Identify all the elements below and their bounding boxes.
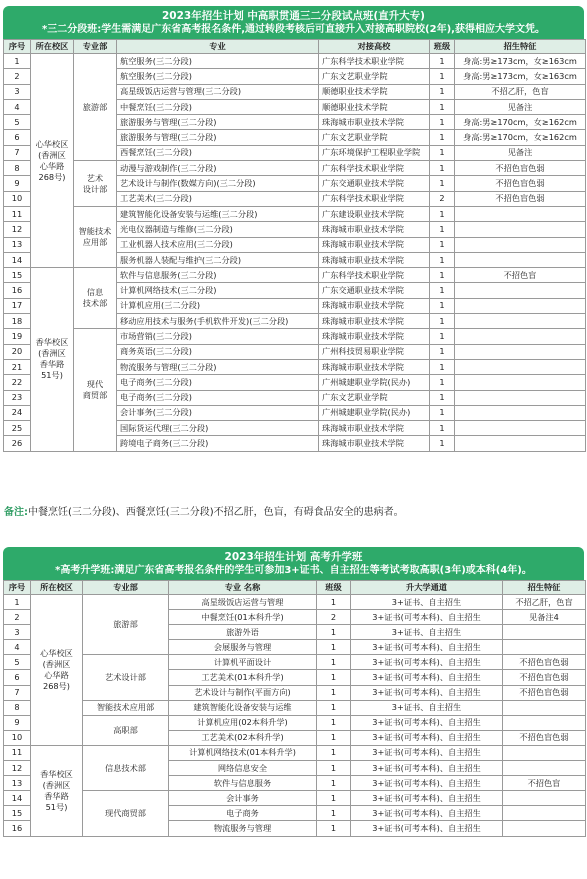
row-number: 7 — [4, 685, 31, 700]
department-cell: 高职部 — [83, 715, 169, 745]
admission-feature-cell: 身高:男≥170cm，女≥162cm — [455, 130, 586, 145]
admission-feature-cell — [455, 390, 586, 405]
department-cell: 现代商贸部 — [83, 791, 169, 836]
major-cell: 软件与信息服务(三二分段) — [117, 268, 319, 283]
major-cell: 会展服务与管理 — [169, 640, 317, 655]
college-cell: 广东交通职业技术学院 — [319, 176, 430, 191]
table-row — [4, 745, 586, 760]
table-header-row — [4, 40, 586, 54]
class-count-cell: 1 — [430, 252, 455, 267]
admission-feature-cell — [455, 314, 586, 329]
row-number: 9 — [4, 715, 31, 730]
college-cell: 广东文艺职业学院 — [319, 130, 430, 145]
row-number: 3 — [4, 625, 31, 640]
row-number: 14 — [4, 252, 31, 267]
row-number: 2 — [4, 610, 31, 625]
row-number: 1 — [4, 54, 31, 69]
row-number: 3 — [4, 84, 31, 99]
major-cell: 动漫与游戏制作(三二分段) — [117, 161, 319, 176]
row-number: 14 — [4, 791, 31, 806]
major-cell: 跨境电子商务(三二分段) — [117, 436, 319, 451]
admission-path-cell: 3+证书(可考本科)、自主招生 — [351, 821, 503, 836]
major-cell: 电子商务(三二分段) — [117, 375, 319, 390]
major-cell: 旅游外语 — [169, 625, 317, 640]
major-cell: 市场营销(三二分段) — [117, 329, 319, 344]
row-number: 25 — [4, 421, 31, 436]
row-number: 5 — [4, 655, 31, 670]
row-number: 15 — [4, 806, 31, 821]
class-count-cell: 1 — [430, 176, 455, 191]
class-count-cell: 1 — [430, 314, 455, 329]
class-count-cell: 1 — [430, 421, 455, 436]
column-header: 序号 — [4, 581, 31, 595]
admission-feature-cell — [455, 206, 586, 221]
admission-feature-cell: 不招色盲色弱 — [503, 670, 586, 685]
class-count-cell: 1 — [317, 715, 351, 730]
major-cell: 电子商务 — [169, 806, 317, 821]
department-cell: 旅游部 — [74, 54, 117, 161]
plan-block-1 — [0, 6, 587, 452]
major-cell: 航空服务(三二分段) — [117, 69, 319, 84]
admission-feature-cell: 不招色盲色弱 — [503, 655, 586, 670]
admission-feature-cell: 见备注 — [455, 145, 586, 160]
column-header: 序号 — [4, 40, 31, 54]
class-count-cell: 1 — [317, 745, 351, 760]
class-count-cell: 1 — [430, 115, 455, 130]
department-cell: 智能技术应用部 — [83, 700, 169, 715]
column-header: 班级 — [430, 40, 455, 54]
class-count-cell: 1 — [317, 685, 351, 700]
column-header: 专业部 — [74, 40, 117, 54]
college-cell: 广州城建职业学院(民办) — [319, 375, 430, 390]
major-cell: 工艺美术(02本科升学) — [169, 730, 317, 745]
table-row — [4, 715, 586, 730]
column-header: 所在校区 — [31, 581, 83, 595]
admission-feature-cell: 不招色盲色弱 — [455, 161, 586, 176]
college-cell: 珠海城市职业技术学院 — [319, 252, 430, 267]
class-count-cell: 1 — [317, 776, 351, 791]
admission-feature-cell — [455, 405, 586, 420]
major-cell: 中餐烹饪(01本科升学) — [169, 610, 317, 625]
table-row — [4, 700, 586, 715]
admission-feature-cell — [455, 359, 586, 374]
class-count-cell: 1 — [317, 730, 351, 745]
admission-feature-cell — [503, 761, 586, 776]
admission-feature-cell: 不招乙肝，色盲 — [455, 84, 586, 99]
table-row — [4, 206, 586, 221]
class-count-cell: 1 — [430, 268, 455, 283]
column-header: 专业 名称 — [169, 581, 317, 595]
admission-feature-cell — [455, 421, 586, 436]
remark-text: 中餐烹饪(三二分段)、西餐烹饪(三二分段)不招乙肝，色盲，有碍食品安全的患病者。 — [28, 507, 404, 518]
row-number: 13 — [4, 776, 31, 791]
admission-path-cell: 3+证书(可考本科)、自主招生 — [351, 640, 503, 655]
major-cell: 高星级饭店运营与管理 — [169, 595, 317, 610]
row-number: 1 — [4, 595, 31, 610]
college-cell: 珠海城市职业技术学院 — [319, 359, 430, 374]
row-number: 9 — [4, 176, 31, 191]
admission-feature-cell: 不招色盲 — [503, 776, 586, 791]
department-cell: 信息技术部 — [83, 745, 169, 790]
row-number: 10 — [4, 191, 31, 206]
admission-feature-cell: 不招色盲色弱 — [503, 685, 586, 700]
plan-block-2 — [0, 547, 587, 837]
admission-path-cell: 3+证书(可考本科)、自主招生 — [351, 655, 503, 670]
department-cell: 智能技术 应用部 — [74, 206, 117, 267]
table-row — [4, 268, 586, 283]
major-cell: 航空服务(三二分段) — [117, 54, 319, 69]
class-count-cell: 1 — [317, 670, 351, 685]
admission-path-cell: 3+证书(可考本科)、自主招生 — [351, 610, 503, 625]
plan-subtitle-1: *三二分段班:学生需满足广东省高考报名条件,通过转段考核后可直接升入对接高职院校(2年),获得相应大学文凭。 — [42, 24, 545, 35]
class-count-cell: 1 — [430, 283, 455, 298]
major-cell: 软件与信息服务 — [169, 776, 317, 791]
admission-feature-cell: 不招乙肝，色盲 — [503, 595, 586, 610]
college-cell: 顺德职业技术学院 — [319, 84, 430, 99]
plan-header-1 — [3, 6, 584, 39]
column-header: 招生特征 — [503, 581, 586, 595]
plan-table-2 — [3, 580, 586, 837]
admission-feature-cell: 见备注4 — [503, 610, 586, 625]
college-cell: 广东科学技术职业学院 — [319, 54, 430, 69]
college-cell: 广东文艺职业学院 — [319, 69, 430, 84]
major-cell: 计算机网络技术(01本科升学) — [169, 745, 317, 760]
admission-path-cell: 3+证书、自主招生 — [351, 595, 503, 610]
class-count-cell: 1 — [430, 329, 455, 344]
admission-path-cell: 3+证书(可考本科)、自主招生 — [351, 791, 503, 806]
class-count-cell: 1 — [430, 344, 455, 359]
admission-feature-cell: 不招色盲 — [455, 268, 586, 283]
plan-table-1 — [3, 39, 586, 452]
class-count-cell: 1 — [430, 206, 455, 221]
plan-title-1: 2023年招生计划 中高职贯通三二分段试点班(直升大专) — [162, 10, 425, 22]
column-header: 专业部 — [83, 581, 169, 595]
class-count-cell: 2 — [430, 191, 455, 206]
class-count-cell: 1 — [317, 700, 351, 715]
college-cell: 珠海城市职业技术学院 — [319, 421, 430, 436]
major-cell: 会计事务(三二分段) — [117, 405, 319, 420]
row-number: 4 — [4, 99, 31, 114]
row-number: 5 — [4, 115, 31, 130]
department-cell: 艺术设计部 — [83, 655, 169, 700]
college-cell: 广东交通职业技术学院 — [319, 283, 430, 298]
college-cell: 广东环境保护工程职业学院 — [319, 145, 430, 160]
college-cell: 广东科学技术职业学院 — [319, 191, 430, 206]
admission-path-cell: 3+证书(可考本科)、自主招生 — [351, 670, 503, 685]
class-count-cell: 1 — [430, 298, 455, 313]
class-count-cell: 1 — [430, 436, 455, 451]
major-cell: 计算机平面设计 — [169, 655, 317, 670]
table-row — [4, 595, 586, 610]
college-cell: 珠海城市职业技术学院 — [319, 237, 430, 252]
college-cell: 广州科技贸易职业学院 — [319, 344, 430, 359]
major-cell: 物流服务与管理 — [169, 821, 317, 836]
admission-feature-cell — [503, 715, 586, 730]
column-header: 升大学通道 — [351, 581, 503, 595]
class-count-cell: 1 — [430, 222, 455, 237]
class-count-cell: 1 — [317, 761, 351, 776]
admission-feature-cell: 不招色盲色弱 — [455, 191, 586, 206]
college-cell: 珠海城市职业技术学院 — [319, 436, 430, 451]
admission-feature-cell: 不招色盲色弱 — [455, 176, 586, 191]
row-number: 7 — [4, 145, 31, 160]
row-number: 12 — [4, 222, 31, 237]
row-number: 2 — [4, 69, 31, 84]
row-number: 16 — [4, 283, 31, 298]
row-number: 21 — [4, 359, 31, 374]
table-row — [4, 54, 586, 69]
row-number: 11 — [4, 745, 31, 760]
class-count-cell: 1 — [317, 625, 351, 640]
row-number: 8 — [4, 700, 31, 715]
major-cell: 计算机应用(三二分段) — [117, 298, 319, 313]
major-cell: 计算机应用(02本科升学) — [169, 715, 317, 730]
admission-feature-cell: 身高:男≥173cm，女≥163cm — [455, 69, 586, 84]
row-number: 23 — [4, 390, 31, 405]
class-count-cell: 1 — [317, 821, 351, 836]
major-cell: 中餐烹饪(三二分段) — [117, 99, 319, 114]
class-count-cell: 1 — [430, 237, 455, 252]
row-number: 24 — [4, 405, 31, 420]
class-count-cell: 1 — [317, 655, 351, 670]
class-count-cell: 1 — [317, 640, 351, 655]
table-row — [4, 655, 586, 670]
row-number: 18 — [4, 314, 31, 329]
table-row — [4, 329, 586, 344]
class-count-cell: 2 — [317, 610, 351, 625]
admission-feature-cell — [503, 791, 586, 806]
row-number: 11 — [4, 206, 31, 221]
class-count-cell: 1 — [430, 54, 455, 69]
class-count-cell: 1 — [430, 375, 455, 390]
class-count-cell: 1 — [430, 359, 455, 374]
row-number: 13 — [4, 237, 31, 252]
admission-feature-cell — [503, 745, 586, 760]
department-cell: 艺术 设计部 — [74, 161, 117, 207]
admission-feature-cell: 身高:男≥173cm，女≥163cm — [455, 54, 586, 69]
class-count-cell: 1 — [430, 99, 455, 114]
campus-cell: 心华校区 (香洲区 心华路 268号) — [31, 595, 83, 746]
admission-feature-cell — [455, 375, 586, 390]
row-number: 17 — [4, 298, 31, 313]
plan-title-2: 2023年招生计划 高考升学班 — [224, 551, 363, 563]
campus-cell: 心华校区 (香洲区 心华路 268号) — [31, 54, 74, 268]
college-cell: 珠海城市职业技术学院 — [319, 115, 430, 130]
college-cell: 珠海城市职业技术学院 — [319, 298, 430, 313]
college-cell: 珠海城市职业技术学院 — [319, 314, 430, 329]
admission-path-cell: 3+证书(可考本科)、自主招生 — [351, 730, 503, 745]
class-count-cell: 1 — [317, 791, 351, 806]
class-count-cell: 1 — [317, 806, 351, 821]
major-cell: 工艺美术(三二分段) — [117, 191, 319, 206]
class-count-cell: 1 — [317, 595, 351, 610]
department-cell: 信息 技术部 — [74, 268, 117, 329]
admission-feature-cell — [455, 252, 586, 267]
class-count-cell: 1 — [430, 390, 455, 405]
campus-cell: 香华校区 (香洲区 香华路 51号) — [31, 268, 74, 452]
major-cell: 艺术设计与制作(数媒方向)(三二分段) — [117, 176, 319, 191]
admission-feature-cell — [455, 436, 586, 451]
row-number: 10 — [4, 730, 31, 745]
row-number: 19 — [4, 329, 31, 344]
major-cell: 光电仪器制造与维修(三二分段) — [117, 222, 319, 237]
major-cell: 电子商务(三二分段) — [117, 390, 319, 405]
college-cell: 珠海城市职业技术学院 — [319, 222, 430, 237]
major-cell: 国际货运代理(三二分段) — [117, 421, 319, 436]
college-cell: 广州城建职业学院(民办) — [319, 405, 430, 420]
admission-feature-cell — [503, 806, 586, 821]
admission-path-cell: 3+证书(可考本科)、自主招生 — [351, 776, 503, 791]
college-cell: 广东科学技术职业学院 — [319, 268, 430, 283]
row-number: 6 — [4, 130, 31, 145]
admission-path-cell: 3+证书(可考本科)、自主招生 — [351, 685, 503, 700]
college-cell: 广东科学技术职业学院 — [319, 161, 430, 176]
admission-feature-cell — [503, 821, 586, 836]
admission-feature-cell — [503, 700, 586, 715]
admission-feature-cell — [503, 640, 586, 655]
admission-path-cell: 3+证书、自主招生 — [351, 625, 503, 640]
major-cell: 服务机器人装配与维护(三二分段) — [117, 252, 319, 267]
column-header: 对接高校 — [319, 40, 430, 54]
department-cell: 旅游部 — [83, 595, 169, 655]
major-cell: 旅游服务与管理(三二分段) — [117, 130, 319, 145]
class-count-cell: 1 — [430, 84, 455, 99]
major-cell: 旅游服务与管理(三二分段) — [117, 115, 319, 130]
column-header: 招生特征 — [455, 40, 586, 54]
class-count-cell: 1 — [430, 130, 455, 145]
row-number: 26 — [4, 436, 31, 451]
admission-feature-cell — [455, 222, 586, 237]
college-cell: 广东建设职业技术学院 — [319, 206, 430, 221]
major-cell: 工业机器人技术应用(三二分段) — [117, 237, 319, 252]
class-count-cell: 1 — [430, 405, 455, 420]
major-cell: 高星级饭店运营与管理(三二分段) — [117, 84, 319, 99]
row-number: 6 — [4, 670, 31, 685]
major-cell: 商务英语(三二分段) — [117, 344, 319, 359]
row-number: 8 — [4, 161, 31, 176]
plan-header-2 — [3, 547, 584, 580]
college-cell: 广东文艺职业学院 — [319, 390, 430, 405]
row-number: 20 — [4, 344, 31, 359]
major-cell: 西餐烹饪(三二分段) — [117, 145, 319, 160]
major-cell: 计算机网络技术(三二分段) — [117, 283, 319, 298]
row-number: 12 — [4, 761, 31, 776]
admission-path-cell: 3+证书(可考本科)、自主招生 — [351, 745, 503, 760]
column-header: 所在校区 — [31, 40, 74, 54]
admission-feature-cell — [455, 237, 586, 252]
row-number: 22 — [4, 375, 31, 390]
admission-feature-cell — [503, 625, 586, 640]
major-cell: 建筑智能化设备安装与运维(三二分段) — [117, 206, 319, 221]
class-count-cell: 1 — [430, 161, 455, 176]
table-row — [4, 161, 586, 176]
admission-path-cell: 3+证书(可考本科)、自主招生 — [351, 806, 503, 821]
admission-path-cell: 3+证书(可考本科)、自主招生 — [351, 761, 503, 776]
campus-cell: 香华校区 (香洲区 香华路 51号) — [31, 745, 83, 836]
college-cell: 珠海城市职业技术学院 — [319, 329, 430, 344]
admission-feature-cell — [455, 329, 586, 344]
table-row — [4, 791, 586, 806]
admission-feature-cell — [455, 283, 586, 298]
plan-subtitle-2: *高考升学班:满足广东省高考报名条件的学生可参加3+证书、自主招生等考试考取高职(3年)或本科(4年)。 — [55, 565, 532, 576]
row-number: 16 — [4, 821, 31, 836]
remark-label: 备注: — [4, 507, 28, 518]
admission-path-cell: 3+证书、自主招生 — [351, 700, 503, 715]
admission-path-cell: 3+证书(可考本科)、自主招生 — [351, 715, 503, 730]
class-count-cell: 1 — [430, 69, 455, 84]
major-cell: 物流服务与管理(三二分段) — [117, 359, 319, 374]
row-number: 15 — [4, 268, 31, 283]
column-header: 班级 — [317, 581, 351, 595]
major-cell: 建筑智能化设备安装与运维 — [169, 700, 317, 715]
major-cell: 会计事务 — [169, 791, 317, 806]
admission-feature-cell: 身高:男≥170cm，女≥162cm — [455, 115, 586, 130]
admission-feature-cell: 不招色盲色弱 — [503, 730, 586, 745]
admission-feature-cell — [455, 344, 586, 359]
major-cell: 网络信息安全 — [169, 761, 317, 776]
admission-feature-cell: 见备注 — [455, 99, 586, 114]
column-header: 专业 — [117, 40, 319, 54]
row-number: 4 — [4, 640, 31, 655]
college-cell: 顺德职业技术学院 — [319, 99, 430, 114]
remark-note — [4, 503, 404, 518]
class-count-cell: 1 — [430, 145, 455, 160]
major-cell: 工艺美术(01本科升学) — [169, 670, 317, 685]
department-cell: 现代 商贸部 — [74, 329, 117, 451]
major-cell: 艺术设计与制作(平面方向) — [169, 685, 317, 700]
major-cell: 移动应用技术与服务(手机软件开发)(三二分段) — [117, 314, 319, 329]
admission-feature-cell — [455, 298, 586, 313]
table-header-row — [4, 581, 586, 595]
